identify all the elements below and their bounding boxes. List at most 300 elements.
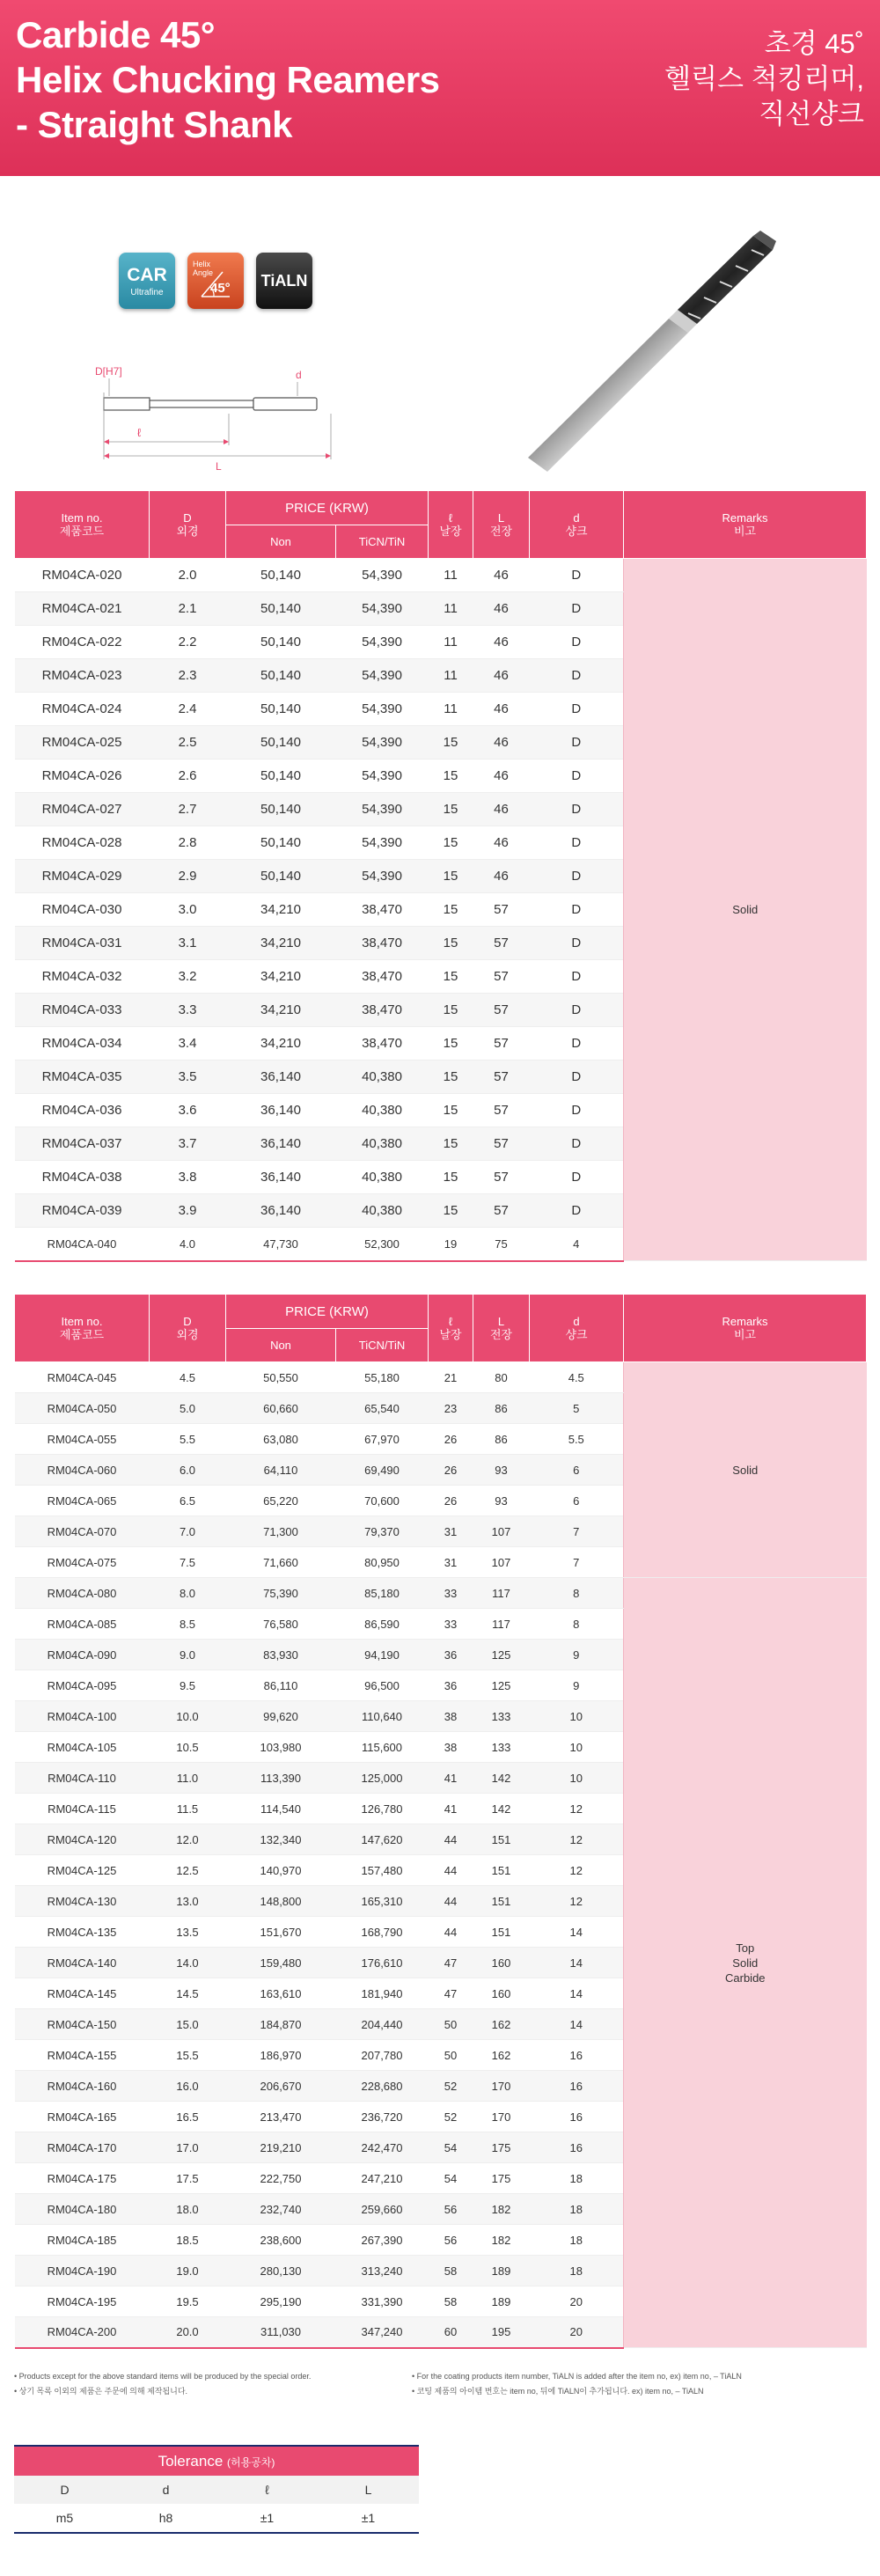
cell-D: 18.5 <box>150 2225 226 2256</box>
cell-price-ticn: 40,380 <box>336 1194 429 1228</box>
cell-item-no: RM04CA-028 <box>15 826 150 860</box>
col-D-label: D <box>183 511 192 525</box>
cell-d: D <box>530 960 624 994</box>
cell-price-ticn: 313,240 <box>336 2256 429 2286</box>
note-special-order-ko: • 상기 목록 이외의 제품은 주문에 의해 제작됩니다. <box>14 2387 188 2396</box>
cell-item-no: RM04CA-021 <box>15 592 150 626</box>
cell-l: 56 <box>429 2194 473 2225</box>
title-english <box>16 12 440 147</box>
carbide-badge-sub: Ultrafine <box>130 288 164 297</box>
remarks-cell: Solid <box>624 1362 867 1578</box>
cell-d: D <box>530 626 624 659</box>
cell-d: 14 <box>530 1917 624 1948</box>
tolerance-title-ko: (허용공차) <box>227 2455 275 2469</box>
cell-L: 46 <box>473 559 530 592</box>
cell-D: 17.5 <box>150 2163 226 2194</box>
cell-item-no: RM04CA-165 <box>15 2102 150 2132</box>
cell-l: 50 <box>429 2040 473 2071</box>
cell-D: 5.5 <box>150 1424 226 1455</box>
cell-L: 57 <box>473 893 530 927</box>
cell-D: 7.5 <box>150 1547 226 1578</box>
spec-table-1 <box>14 490 866 1262</box>
helix-angle-value: 45° <box>210 281 231 296</box>
cell-D: 8.0 <box>150 1578 226 1609</box>
cell-l: 33 <box>429 1609 473 1640</box>
col-L-ko: 전장 <box>489 1328 513 1341</box>
cell-price-non: 213,470 <box>226 2102 336 2132</box>
cell-item-no: RM04CA-200 <box>15 2317 150 2348</box>
col-l-ko: 날장 <box>439 525 462 538</box>
cell-price-non: 64,110 <box>226 1455 336 1486</box>
cell-L: 151 <box>473 1855 530 1886</box>
cell-price-non: 50,140 <box>226 626 336 659</box>
col-L-label: L <box>497 1315 505 1328</box>
cell-D: 14.5 <box>150 1978 226 2009</box>
cell-l: 44 <box>429 1917 473 1948</box>
cell-l: 15 <box>429 1060 473 1094</box>
cell-d: D <box>530 893 624 927</box>
cell-price-ticn: 38,470 <box>336 994 429 1027</box>
cell-l: 44 <box>429 1855 473 1886</box>
note-coating-en: • For the coating products item number, TiALN is added after the item no, ex) item no, – TiALN <box>412 2372 742 2381</box>
cell-L: 57 <box>473 994 530 1027</box>
cell-item-no: RM04CA-065 <box>15 1486 150 1516</box>
col-D <box>150 1295 226 1362</box>
cell-l: 15 <box>429 893 473 927</box>
helix-caption-line-1: Helix <box>193 260 211 268</box>
col-remarks-ko: 비고 <box>733 1328 757 1341</box>
col-d-label: d <box>573 1315 580 1328</box>
table-row <box>15 559 867 592</box>
reamer-product-image <box>493 220 845 475</box>
cell-l: 15 <box>429 1027 473 1060</box>
helix-angle-badge-icon <box>187 253 244 309</box>
cell-item-no: RM04CA-025 <box>15 726 150 760</box>
cell-price-non: 34,210 <box>226 927 336 960</box>
cell-price-ticn: 54,390 <box>336 760 429 793</box>
tolerance-value-L: ±1 <box>318 2504 419 2533</box>
spec-table-2-grid <box>14 1294 867 2349</box>
cell-D: 9.5 <box>150 1670 226 1701</box>
col-remarks <box>624 1295 867 1362</box>
notes-right <box>412 2369 742 2399</box>
col-remarks-ko: 비고 <box>733 525 757 538</box>
cell-price-ticn: 207,780 <box>336 2040 429 2071</box>
cell-price-ticn: 242,470 <box>336 2132 429 2163</box>
cell-item-no: RM04CA-039 <box>15 1194 150 1228</box>
cell-D: 2.7 <box>150 793 226 826</box>
cell-L: 182 <box>473 2194 530 2225</box>
cell-d: D <box>530 592 624 626</box>
cell-price-non: 83,930 <box>226 1640 336 1670</box>
cell-d: 14 <box>530 1948 624 1978</box>
cell-l: 56 <box>429 2225 473 2256</box>
cell-D: 3.5 <box>150 1060 226 1094</box>
col-d <box>530 491 624 559</box>
cell-d: 9 <box>530 1670 624 1701</box>
cell-D: 13.0 <box>150 1886 226 1917</box>
cell-item-no: RM04CA-075 <box>15 1547 150 1578</box>
cell-price-ticn: 331,390 <box>336 2286 429 2317</box>
cell-item-no: RM04CA-195 <box>15 2286 150 2317</box>
cell-L: 189 <box>473 2286 530 2317</box>
cell-D: 10.0 <box>150 1701 226 1732</box>
cell-l: 58 <box>429 2286 473 2317</box>
cell-price-ticn: 126,780 <box>336 1794 429 1824</box>
cell-price-ticn: 176,610 <box>336 1948 429 1978</box>
cell-price-ticn: 347,240 <box>336 2317 429 2348</box>
cell-price-ticn: 204,440 <box>336 2009 429 2040</box>
cell-price-non: 34,210 <box>226 960 336 994</box>
cell-item-no: RM04CA-110 <box>15 1763 150 1794</box>
cell-price-ticn: 110,640 <box>336 1701 429 1732</box>
cell-item-no: RM04CA-034 <box>15 1027 150 1060</box>
cell-item-no: RM04CA-095 <box>15 1670 150 1701</box>
cell-price-non: 113,390 <box>226 1763 336 1794</box>
col-price-non: Non <box>226 1329 336 1362</box>
col-D-ko: 외경 <box>176 525 199 538</box>
cell-L: 160 <box>473 1948 530 1978</box>
cell-l: 38 <box>429 1732 473 1763</box>
cell-price-non: 36,140 <box>226 1094 336 1127</box>
remarks-line: Carbide <box>725 1971 766 1985</box>
remarks-line: Solid <box>732 1956 759 1970</box>
cell-D: 3.0 <box>150 893 226 927</box>
cell-price-non: 60,660 <box>226 1393 336 1424</box>
cell-d: 16 <box>530 2040 624 2071</box>
cell-d: D <box>530 994 624 1027</box>
cell-d: 16 <box>530 2071 624 2102</box>
cell-item-no: RM04CA-023 <box>15 659 150 693</box>
cell-l: 15 <box>429 1127 473 1161</box>
cell-d: D <box>530 1194 624 1228</box>
cell-L: 170 <box>473 2071 530 2102</box>
cell-price-ticn: 54,390 <box>336 826 429 860</box>
cell-L: 46 <box>473 793 530 826</box>
cell-l: 36 <box>429 1670 473 1701</box>
cell-price-non: 75,390 <box>226 1578 336 1609</box>
cell-D: 18.0 <box>150 2194 226 2225</box>
cell-l: 21 <box>429 1362 473 1393</box>
cell-L: 46 <box>473 659 530 693</box>
cell-item-no: RM04CA-085 <box>15 1609 150 1640</box>
cell-L: 170 <box>473 2102 530 2132</box>
drawing-label-D: D[H7] <box>95 365 122 378</box>
cell-d: 18 <box>530 2194 624 2225</box>
cell-price-ticn: 54,390 <box>336 726 429 760</box>
cell-L: 151 <box>473 1886 530 1917</box>
cell-L: 151 <box>473 1917 530 1948</box>
cell-price-non: 36,140 <box>226 1194 336 1228</box>
cell-price-non: 148,800 <box>226 1886 336 1917</box>
cell-item-no: RM04CA-100 <box>15 1701 150 1732</box>
cell-L: 125 <box>473 1670 530 1701</box>
cell-item-no: RM04CA-035 <box>15 1060 150 1094</box>
cell-l: 15 <box>429 726 473 760</box>
cell-price-non: 50,140 <box>226 726 336 760</box>
cell-L: 57 <box>473 1194 530 1228</box>
col-item-no <box>15 1295 150 1362</box>
cell-d: 18 <box>530 2256 624 2286</box>
cell-l: 15 <box>429 1161 473 1194</box>
cell-D: 15.5 <box>150 2040 226 2071</box>
cell-d: D <box>530 927 624 960</box>
cell-item-no: RM04CA-145 <box>15 1978 150 2009</box>
cell-l: 54 <box>429 2132 473 2163</box>
tolerance-header-D: D <box>14 2476 115 2504</box>
cell-item-no: RM04CA-070 <box>15 1516 150 1547</box>
col-price-ticn: TiCN/TiN <box>336 1329 429 1362</box>
cell-price-ticn: 259,660 <box>336 2194 429 2225</box>
cell-price-ticn: 86,590 <box>336 1609 429 1640</box>
cell-L: 57 <box>473 1094 530 1127</box>
cell-L: 175 <box>473 2163 530 2194</box>
col-L <box>473 491 530 559</box>
cell-item-no: RM04CA-130 <box>15 1886 150 1917</box>
cell-item-no: RM04CA-024 <box>15 693 150 726</box>
cell-d: 5 <box>530 1393 624 1424</box>
cell-item-no: RM04CA-160 <box>15 2071 150 2102</box>
notes-left <box>14 2369 311 2399</box>
cell-price-ticn: 94,190 <box>336 1640 429 1670</box>
cell-item-no: RM04CA-038 <box>15 1161 150 1194</box>
cell-l: 31 <box>429 1516 473 1547</box>
cell-D: 3.7 <box>150 1127 226 1161</box>
col-d-ko: 샹크 <box>565 525 588 538</box>
cell-price-non: 71,660 <box>226 1547 336 1578</box>
tolerance-grid <box>14 2445 419 2534</box>
cell-price-non: 47,730 <box>226 1228 336 1261</box>
cell-item-no: RM04CA-045 <box>15 1362 150 1393</box>
cell-l: 36 <box>429 1640 473 1670</box>
coating-badge-icon <box>256 253 312 309</box>
cell-price-ticn: 38,470 <box>336 893 429 927</box>
cell-item-no: RM04CA-135 <box>15 1917 150 1948</box>
cell-item-no: RM04CA-031 <box>15 927 150 960</box>
tolerance-header-l: ℓ <box>216 2476 318 2504</box>
cell-price-non: 186,970 <box>226 2040 336 2071</box>
tolerance-header-L: L <box>318 2476 419 2504</box>
cell-price-ticn: 80,950 <box>336 1547 429 1578</box>
cell-L: 107 <box>473 1547 530 1578</box>
cell-l: 44 <box>429 1824 473 1855</box>
cell-L: 107 <box>473 1516 530 1547</box>
drawing-label-d: d <box>296 369 302 381</box>
cell-price-ticn: 54,390 <box>336 592 429 626</box>
col-D-ko: 외경 <box>176 1328 199 1341</box>
cell-item-no: RM04CA-170 <box>15 2132 150 2163</box>
tolerance-title-en: Tolerance <box>158 2452 224 2470</box>
cell-price-non: 76,580 <box>226 1609 336 1640</box>
cell-l: 15 <box>429 1094 473 1127</box>
cell-D: 2.6 <box>150 760 226 793</box>
cell-price-ticn: 54,390 <box>336 559 429 592</box>
cell-price-ticn: 54,390 <box>336 793 429 826</box>
cell-D: 2.1 <box>150 592 226 626</box>
cell-price-ticn: 85,180 <box>336 1578 429 1609</box>
cell-price-non: 206,670 <box>226 2071 336 2102</box>
cell-d: D <box>530 1060 624 1094</box>
title-en-line-2: Helix Chucking Reamers <box>16 59 440 100</box>
col-l-label: ℓ <box>448 511 453 525</box>
helix-caption-line-2: Angle <box>193 268 214 277</box>
note-special-order-en: • Products except for the above standard items will be produced by the special order. <box>14 2372 312 2381</box>
tolerance-value-l: ±1 <box>216 2504 318 2533</box>
cell-d: 18 <box>530 2163 624 2194</box>
col-d <box>530 1295 624 1362</box>
col-item-no <box>15 491 150 559</box>
col-d-ko: 샹크 <box>565 1328 588 1341</box>
col-L-label: L <box>497 511 505 525</box>
cell-l: 52 <box>429 2102 473 2132</box>
cell-item-no: RM04CA-120 <box>15 1824 150 1855</box>
cell-l: 58 <box>429 2256 473 2286</box>
cell-D: 3.4 <box>150 1027 226 1060</box>
cell-price-non: 34,210 <box>226 1027 336 1060</box>
cell-price-ticn: 38,470 <box>336 927 429 960</box>
cell-d: D <box>530 826 624 860</box>
cell-price-ticn: 125,000 <box>336 1763 429 1794</box>
title-en-line-1: Carbide 45° <box>16 14 216 55</box>
cell-price-non: 36,140 <box>226 1127 336 1161</box>
cell-d: 5.5 <box>530 1424 624 1455</box>
col-d-label: d <box>573 511 580 525</box>
cell-D: 19.0 <box>150 2256 226 2286</box>
cell-D: 17.0 <box>150 2132 226 2163</box>
page-header <box>0 0 880 176</box>
carbide-badge-label: CAR <box>127 265 167 285</box>
col-price-non: Non <box>226 525 336 559</box>
title-en-line-3: - Straight Shank <box>16 104 293 145</box>
cell-D: 7.0 <box>150 1516 226 1547</box>
cell-price-non: 219,210 <box>226 2132 336 2163</box>
cell-d: 4.5 <box>530 1362 624 1393</box>
cell-L: 46 <box>473 760 530 793</box>
cell-price-ticn: 40,380 <box>336 1161 429 1194</box>
tolerance-table <box>14 2445 419 2534</box>
cell-D: 19.5 <box>150 2286 226 2317</box>
title-ko-line-3: 직선샹크 <box>759 99 864 129</box>
col-l <box>429 1295 473 1362</box>
cell-D: 3.9 <box>150 1194 226 1228</box>
cell-price-non: 103,980 <box>226 1732 336 1763</box>
cell-price-non: 311,030 <box>226 2317 336 2348</box>
cell-l: 38 <box>429 1701 473 1732</box>
tolerance-value-D: m5 <box>14 2504 115 2533</box>
cell-price-non: 50,140 <box>226 860 336 893</box>
cell-L: 57 <box>473 927 530 960</box>
cell-L: 46 <box>473 693 530 726</box>
cell-l: 26 <box>429 1486 473 1516</box>
cell-d: D <box>530 659 624 693</box>
cell-L: 86 <box>473 1393 530 1424</box>
cell-d: 7 <box>530 1547 624 1578</box>
cell-D: 6.5 <box>150 1486 226 1516</box>
cell-price-non: 36,140 <box>226 1060 336 1094</box>
cell-D: 6.0 <box>150 1455 226 1486</box>
cell-l: 15 <box>429 1194 473 1228</box>
cell-item-no: RM04CA-029 <box>15 860 150 893</box>
cell-item-no: RM04CA-036 <box>15 1094 150 1127</box>
cell-l: 15 <box>429 960 473 994</box>
col-item-no-label: Item no. <box>61 511 103 525</box>
cell-l: 54 <box>429 2163 473 2194</box>
feature-badges <box>119 253 312 309</box>
cell-D: 2.2 <box>150 626 226 659</box>
cell-D: 2.9 <box>150 860 226 893</box>
cell-d: 10 <box>530 1732 624 1763</box>
col-L <box>473 1295 530 1362</box>
cell-l: 33 <box>429 1578 473 1609</box>
tolerance-value-d: h8 <box>115 2504 216 2533</box>
cell-L: 175 <box>473 2132 530 2163</box>
cell-l: 23 <box>429 1393 473 1424</box>
col-item-no-ko: 제품코드 <box>59 1328 105 1341</box>
col-price: PRICE (KRW) <box>226 491 429 525</box>
title-ko-line-2: 헬릭스 척킹리머, <box>664 63 864 94</box>
remarks-line: Top <box>736 1941 755 1955</box>
cell-d: 6 <box>530 1486 624 1516</box>
cell-price-ticn: 54,390 <box>336 626 429 659</box>
cell-L: 133 <box>473 1732 530 1763</box>
cell-D: 16.5 <box>150 2102 226 2132</box>
tolerance-title <box>14 2446 419 2476</box>
cell-item-no: RM04CA-027 <box>15 793 150 826</box>
cell-price-non: 50,140 <box>226 559 336 592</box>
spec-table-2-body <box>15 1362 867 2348</box>
cell-L: 189 <box>473 2256 530 2286</box>
cell-price-ticn: 40,380 <box>336 1094 429 1127</box>
cell-D: 14.0 <box>150 1948 226 1978</box>
col-D-label: D <box>183 1315 192 1328</box>
cell-d: 14 <box>530 2009 624 2040</box>
cell-d: 9 <box>530 1640 624 1670</box>
cell-l: 60 <box>429 2317 473 2348</box>
cell-d: 16 <box>530 2132 624 2163</box>
cell-l: 11 <box>429 626 473 659</box>
cell-L: 75 <box>473 1228 530 1261</box>
cell-item-no: RM04CA-026 <box>15 760 150 793</box>
cell-d: 4 <box>530 1228 624 1261</box>
cell-D: 20.0 <box>150 2317 226 2348</box>
cell-L: 57 <box>473 1127 530 1161</box>
cell-L: 160 <box>473 1978 530 2009</box>
cell-price-ticn: 40,380 <box>336 1060 429 1094</box>
cell-price-non: 151,670 <box>226 1917 336 1948</box>
cell-item-no: RM04CA-125 <box>15 1855 150 1886</box>
helix-angle-caption <box>193 260 213 277</box>
cell-price-non: 86,110 <box>226 1670 336 1701</box>
cell-price-ticn: 38,470 <box>336 1027 429 1060</box>
cell-l: 47 <box>429 1948 473 1978</box>
cell-price-ticn: 55,180 <box>336 1362 429 1393</box>
cell-price-ticn: 70,600 <box>336 1486 429 1516</box>
cell-d: D <box>530 793 624 826</box>
cell-item-no: RM04CA-033 <box>15 994 150 1027</box>
spec-table-2 <box>14 1294 866 2349</box>
cell-item-no: RM04CA-060 <box>15 1455 150 1486</box>
cell-item-no: RM04CA-055 <box>15 1424 150 1455</box>
cell-L: 142 <box>473 1794 530 1824</box>
cell-L: 133 <box>473 1701 530 1732</box>
cell-item-no: RM04CA-037 <box>15 1127 150 1161</box>
cell-item-no: RM04CA-032 <box>15 960 150 994</box>
cell-L: 162 <box>473 2040 530 2071</box>
cell-L: 57 <box>473 1060 530 1094</box>
cell-price-non: 184,870 <box>226 2009 336 2040</box>
col-remarks <box>624 491 867 559</box>
reamer-dimension-drawing <box>88 361 352 475</box>
